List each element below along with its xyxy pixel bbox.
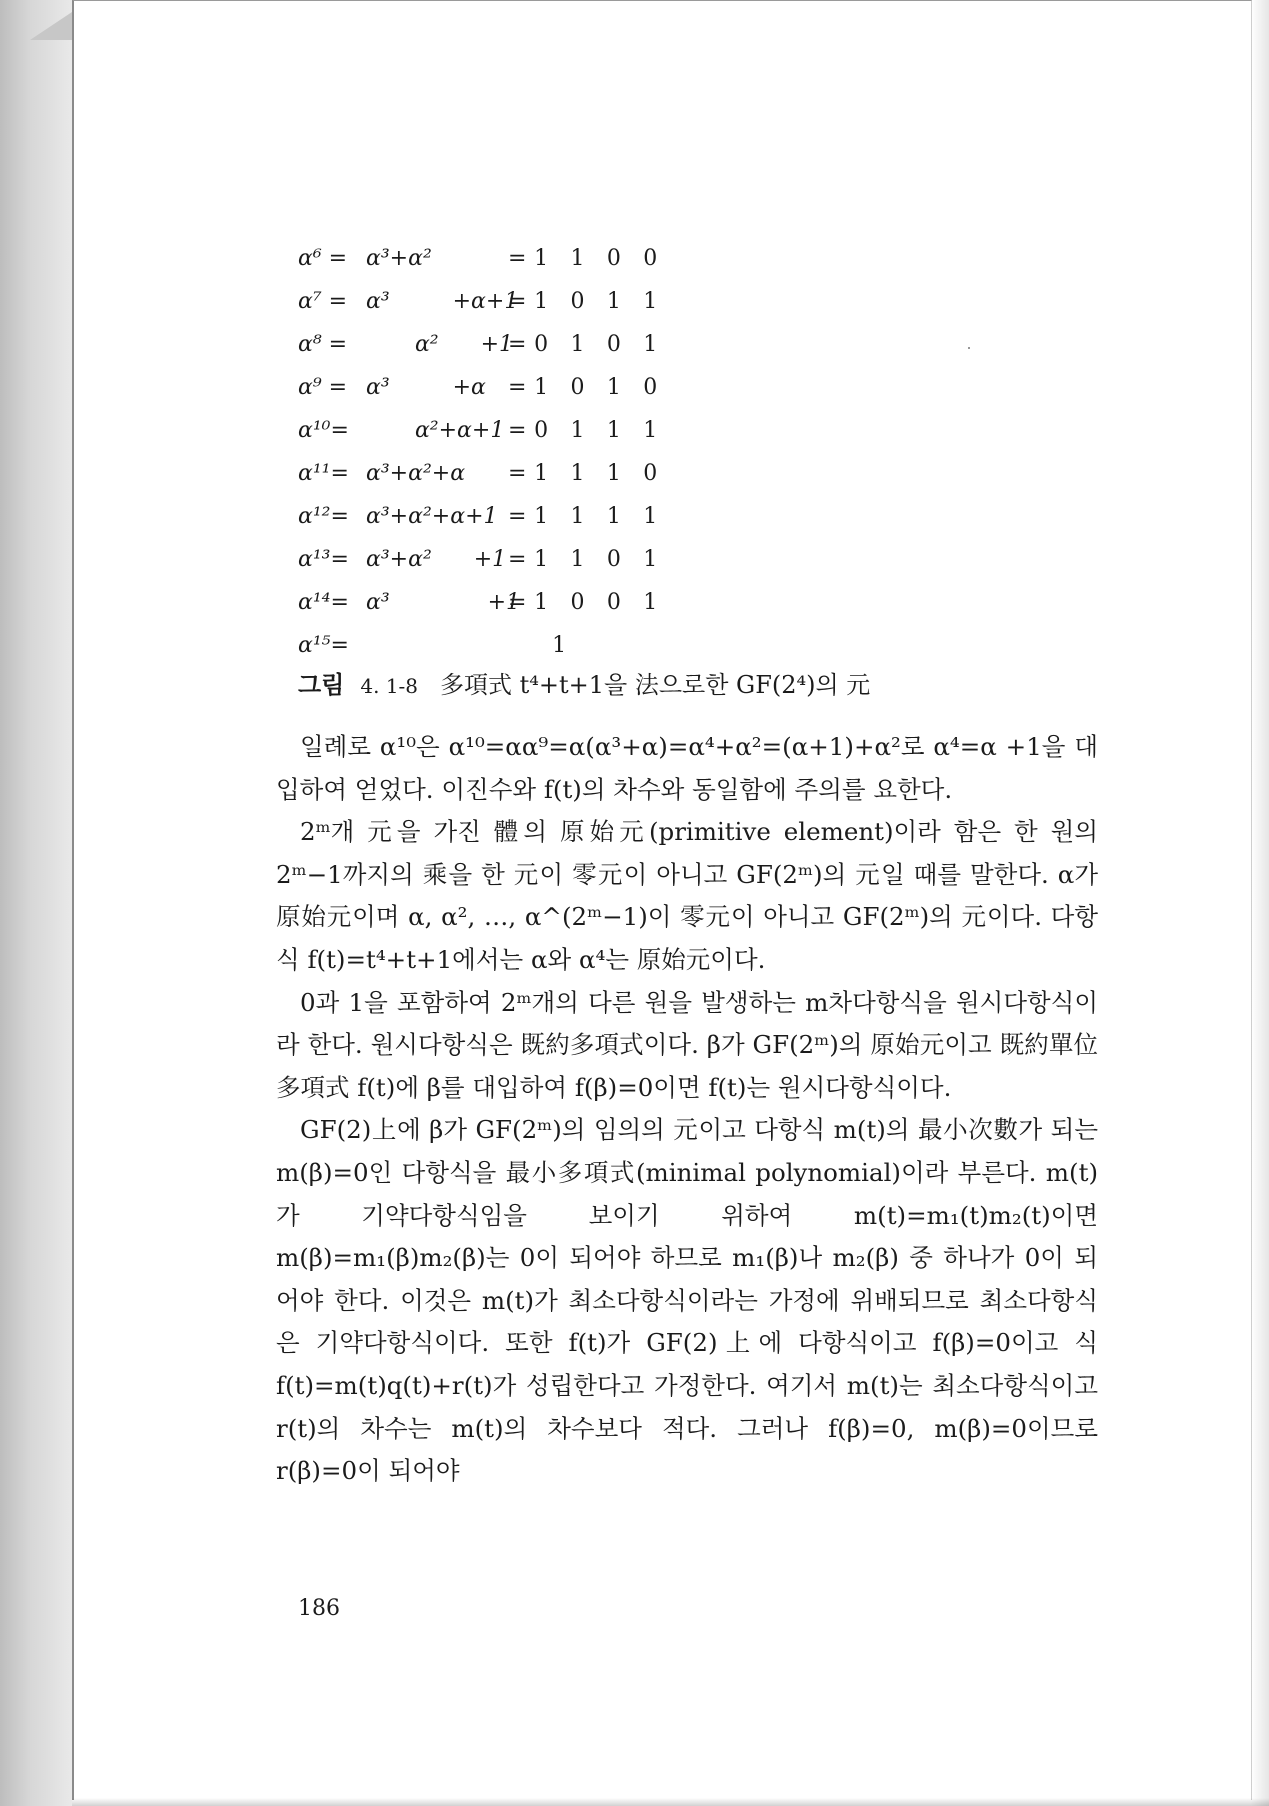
caption-label: 그림 [298,671,345,699]
page-edge-shadow [1251,0,1269,1806]
page-bottom-shadow [72,1798,1269,1806]
figure-caption [298,670,870,701]
caption-text: 多項式 t⁴+t+1을 法으로한 GF(2⁴)의 元 [440,671,871,699]
paragraph: 0과 1을 포함하여 2ᵐ개의 다른 원을 발생하는 m차다항식을 원시다항식이라 한다. 원시다항식은 既約多項式이다. β가 GF(2ᵐ)의 原始元이고 既約單位多項式 f(t)에 β를 대입하여 f(β)=0이면 f(t)는 원시다항식이다. [276,987,1098,1102]
caption-number: 4. 1-8 [360,674,419,698]
paragraph: 일례로 α¹⁰은 α¹⁰=αα⁹=α(α³+α)=α⁴+α²=(α+1)+α²로 α⁴=α +1을 대입하여 얻었다. 이진수와 f(t)의 차수와 동일함에 주의를 요한다. [276,732,1098,804]
book-spine [0,0,72,1806]
page-number: 186 [298,1596,340,1621]
paragraph: GF(2)上에 β가 GF(2ᵐ)의 임의의 元이고 다항식 m(t)의 最小次數가 되는 m(β)=0인 다항식을 最小多項式(minimal polynomial)이라 부른다. m(t)가 기약다항식임을 보이기 위하여 m(t)=m₁(t)m₂(t)이면 m(β)=m₁(β)m₂(β)는 0이 되어야 하므로 m₁(β)나 m₂(β) 중 하나가 0이 되어야 한다. 이것은 m(t)가 최소다항식이라는 가정에 위배되므로 최소다항식은 기약다항식이다. 또한 f(t)가 GF(2)上에 다항식이고 f(β)=0이고 식 f(t)=m(t)q(t)+r(t)가 성립한다고 가정한다. 여기서 m(t)는 최소다항식이고 r(t)의 차수는 m(t)의 차수보다 적다. 그러나 f(β)=0, m(β)=0이므로 r(β)=0이 되어야 [276,1115,1098,1486]
paragraph: 2ᵐ개 元을 가진 體의 原始元(primitive element)이라 함은 한 원의 2ᵐ−1까지의 乘을 한 元이 零元이 아니고 GF(2ᵐ)의 元일 때를 말한다. α가 原始元이며 α, α², …, α^(2ᵐ−1)이 零元이 아니고 GF(2ᵐ)의 元이다. 다항식 f(t)=t⁴+t+1에서는 α와 α⁴는 原始元이다. [276,817,1098,974]
scan-speck [968,347,970,349]
body-text [276,726,1098,1493]
